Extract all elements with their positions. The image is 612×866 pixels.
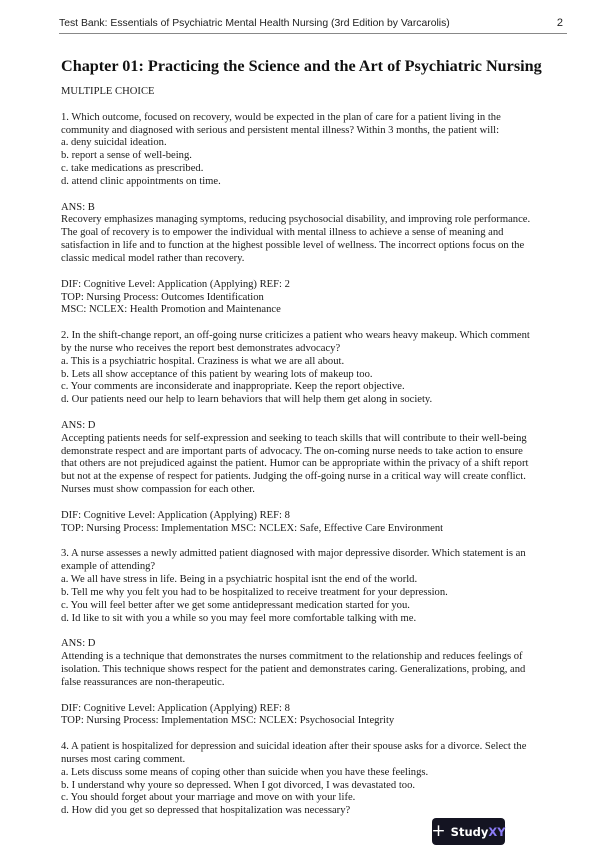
text-line: isolation. This technique shows respect for the patient and demonstrates caring. Generalizations, probing, and — [61, 663, 526, 675]
brand-study: Study — [450, 824, 489, 839]
text-line: b. Lets all show acceptance of this patient by wearing lots of makeup too. — [61, 368, 373, 380]
section-label: MULTIPLE CHOICE — [61, 86, 155, 97]
text-line: d. Our patients need our help to learn behaviors that will help them get along in society. — [61, 394, 433, 406]
text-line: a. This is a psychiatric hospital. Craziness is what we are all about. — [61, 355, 345, 367]
running-header — [59, 16, 567, 34]
text-line: a. Lets discuss some means of coping other than suicide when you have these feelings. — [61, 766, 429, 778]
text-line: but not at the expense of respect for patients. Judging the off-going nurse in a critical way will create conflict. — [61, 471, 526, 483]
text-line: c. You will feel better after we get some antidepressant medication started for you. — [61, 599, 410, 611]
text-line: ANS: B — [61, 201, 95, 213]
chapter-title: Chapter 01: Practicing the Science and the Art of Psychiatric Nursing — [61, 57, 542, 75]
text-line: b. I understand why youre so depressed. When I got divorced, I was devastated too. — [61, 779, 416, 791]
text-line: b. report a sense of well-being. — [61, 150, 192, 162]
text-block — [61, 279, 561, 318]
text-line: TOP: Nursing Process: Implementation MSC: NCLEX: Psychosocial Integrity — [61, 715, 395, 727]
text-line: ANS: D — [61, 419, 96, 431]
text-line: satisfaction in life and to function at the highest possible level of wellness. The incorrect options focus on the — [61, 240, 525, 252]
text-block — [61, 638, 561, 689]
text-line: d. Id like to sit with you a while so you may feel more comfortable talking with me. — [61, 612, 417, 624]
text-line: example of attending? — [61, 561, 156, 573]
text-line: demonstrate respect and are important parts of advocacy. The on-coming nurse needs to take action to ensure — [61, 445, 523, 457]
text-line: TOP: Nursing Process: Outcomes Identification — [61, 291, 264, 303]
text-line: a. We all have stress in life. Being in a psychiatric hospital isnt the end of the world. — [61, 574, 418, 586]
page-number: 2 — [556, 17, 563, 29]
text-line: d. attend clinic appointments on time. — [61, 175, 221, 187]
text-line: Attending is a technique that demonstrates the nurses commitment to the relationship and reduces feelings of — [61, 651, 523, 663]
studyxy-button[interactable] — [432, 818, 505, 845]
document-body — [61, 86, 561, 831]
text-line: c. take medications as prescribed. — [61, 163, 204, 175]
text-line: 1. Which outcome, focused on recovery, would be expected in the plan of care for a patient living in the — [61, 111, 501, 123]
text-line: d. How did you get so depressed that hospitalization was necessary? — [61, 805, 351, 817]
text-block — [61, 510, 561, 536]
text-line: false reassurances are non-therapeutic. — [61, 676, 225, 688]
text-line: a. deny suicidal ideation. — [61, 137, 167, 149]
text-block — [61, 330, 561, 407]
text-line: MSC: NCLEX: Health Promotion and Maintenance — [61, 304, 281, 316]
text-line: classic medical model rather than recovery. — [61, 252, 245, 264]
text-line: community and diagnosed with serious and persistent mental illness? Within 3 months, the patient will: — [61, 124, 500, 136]
header-title: Test Bank: Essentials of Psychiatric Mental Health Nursing (3rd Edition by Varcarolis) — [59, 18, 450, 29]
text-line: 2. In the shift-change report, an off-going nurse criticizes a patient who wears heavy makeup. Which comment — [61, 330, 530, 342]
text-line: b. Tell me why you felt you had to be hospitalized to receive treatment for your depression. — [61, 586, 448, 598]
text-block — [61, 741, 561, 818]
text-line: c. Your comments are inconsiderate and inappropriate. Keep the report objective. — [61, 381, 405, 393]
text-block — [61, 112, 561, 189]
text-line: DIF: Cognitive Level: Application (Applying) REF: 2 — [61, 278, 290, 290]
plus-icon: + — [431, 821, 446, 841]
text-block — [61, 202, 561, 266]
text-block — [61, 420, 561, 497]
brand-xy: XY — [488, 824, 506, 839]
text-line: The goal of recovery is to empower the individual with mental illness to achieve a sense of meaning and — [61, 227, 504, 239]
text-line: c. You should forget about your marriage and move on with your life. — [61, 792, 356, 804]
text-line: TOP: Nursing Process: Implementation MSC: NCLEX: Safe, Effective Care Environment — [61, 522, 444, 534]
text-line: by the nurse who receives the report best demonstrates advocacy? — [61, 342, 341, 354]
text-line: DIF: Cognitive Level: Application (Applying) REF: 8 — [61, 509, 290, 521]
text-line: ANS: D — [61, 638, 96, 650]
section-heading — [61, 86, 561, 99]
text-line: Accepting patients needs for self-expression and seeking to teach skills that will contribute to their well-being — [61, 432, 527, 444]
text-line: DIF: Cognitive Level: Application (Applying) REF: 8 — [61, 702, 290, 714]
text-block — [61, 703, 561, 729]
text-line: 3. A nurse assesses a newly admitted patient diagnosed with major depressive disorder. Which statement is an — [61, 548, 526, 560]
text-line: 4. A patient is hospitalized for depression and suicidal ideation after their spouse asks for a divorce. Select the — [61, 741, 527, 753]
text-line: nurses most caring comment. — [61, 753, 186, 765]
text-line: Nurses must show compassion for each other. — [61, 484, 255, 496]
text-line: Recovery emphasizes managing symptoms, reducing psychosocial disability, and improving role performance. — [61, 214, 531, 226]
text-line: that others are not prejudiced against the patient. Humor can be appropriate within the privacy of a shift report — [61, 458, 529, 470]
text-block — [61, 548, 561, 625]
